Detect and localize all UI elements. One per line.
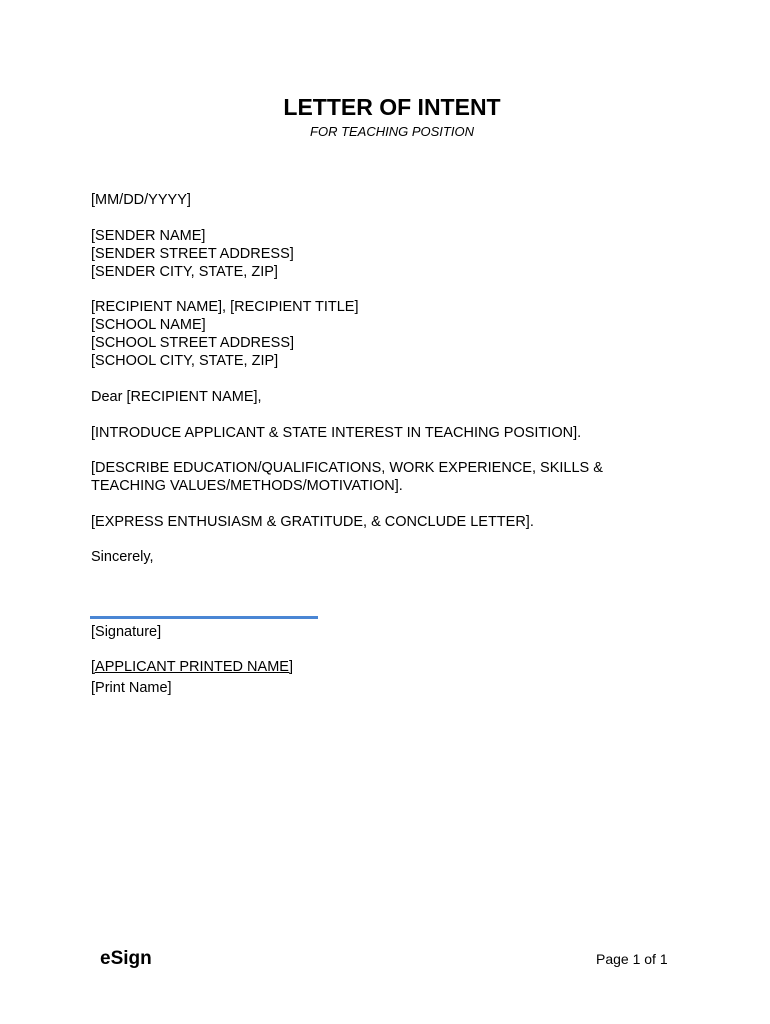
document-subtitle: FOR TEACHING POSITION: [310, 124, 474, 139]
document-title: LETTER OF INTENT: [283, 94, 501, 120]
school-name: [SCHOOL NAME]: [91, 317, 206, 333]
signature-line[interactable]: [90, 616, 318, 619]
printed-name-field[interactable]: [APPLICANT PRINTED NAME]: [91, 659, 293, 675]
salutation: Dear [RECIPIENT NAME],: [91, 389, 262, 405]
signature-label: [Signature]: [91, 624, 162, 640]
paragraph-describe-line2: TEACHING VALUES/METHODS/MOTIVATION].: [91, 478, 403, 494]
school-city: [SCHOOL CITY, STATE, ZIP]: [91, 353, 279, 369]
date-field: [MM/DD/YYYY]: [91, 192, 191, 208]
paragraph-conclude: [EXPRESS ENTHUSIASM & GRATITUDE, & CONCLUDE LETTER].: [91, 514, 534, 530]
sender-name: [SENDER NAME]: [91, 228, 206, 244]
closing: Sincerely,: [91, 549, 154, 565]
paragraph-intro: [INTRODUCE APPLICANT & STATE INTEREST IN TEACHING POSITION].: [91, 425, 582, 441]
sender-city: [SENDER CITY, STATE, ZIP]: [91, 264, 278, 280]
recipient-name-title: [RECIPIENT NAME], [RECIPIENT TITLE]: [91, 299, 359, 315]
print-name-label: [Print Name]: [91, 680, 172, 696]
paragraph-describe-line1: [DESCRIBE EDUCATION/QUALIFICATIONS, WORK EXPERIENCE, SKILLS &: [91, 460, 603, 476]
esign-logo: eSign: [100, 948, 152, 969]
sender-street: [SENDER STREET ADDRESS]: [91, 246, 294, 262]
school-street: [SCHOOL STREET ADDRESS]: [91, 335, 295, 351]
page-number: Page 1 of 1: [596, 951, 668, 967]
